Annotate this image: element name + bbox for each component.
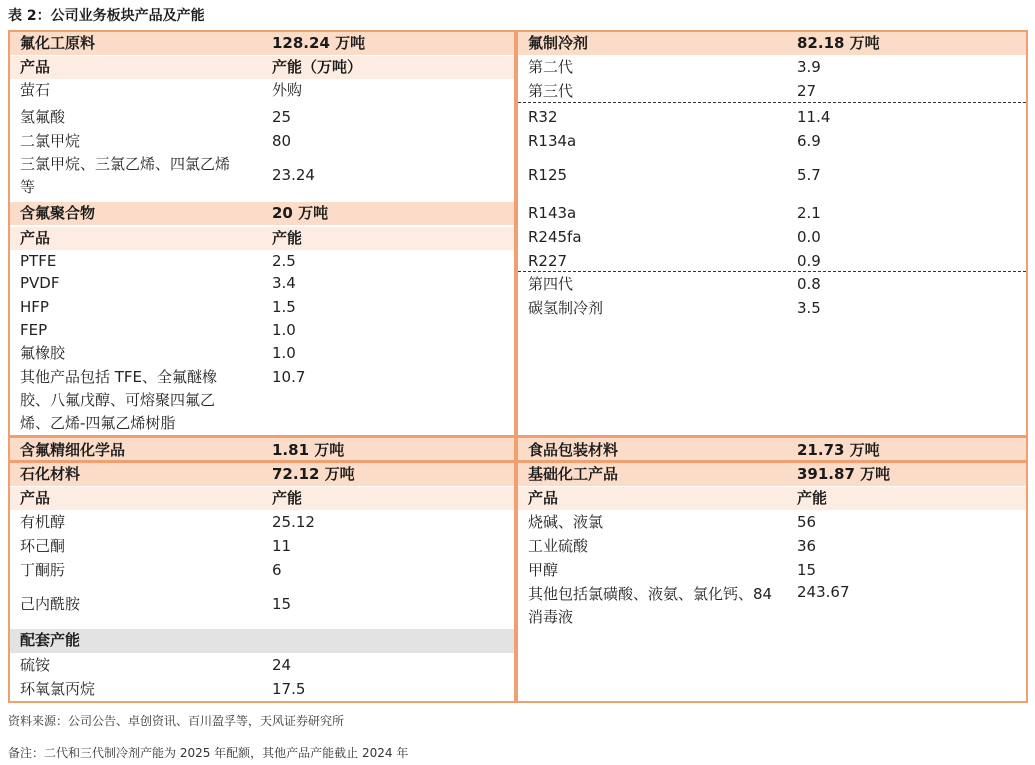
product-name: R32 [528, 108, 558, 126]
product-capacity: 3.4 [272, 274, 296, 292]
basic-chem-subheader [518, 487, 1026, 510]
product-name: R125 [528, 166, 568, 184]
polymer-subheader [10, 227, 514, 250]
section-name: 氟化工原料 [20, 34, 96, 52]
product-capacity: 11 [272, 537, 292, 555]
petro-block [8, 461, 516, 703]
product-name: R245fa [528, 228, 582, 246]
product-capacity: 1.0 [272, 321, 296, 339]
product-name: R143a [528, 204, 577, 222]
product-name: 第二代 [528, 58, 574, 76]
product-capacity: 17.5 [272, 680, 306, 698]
section-capacity: 391.87 万吨 [797, 465, 891, 483]
capacity-table [8, 30, 1028, 703]
food-pack-header [516, 436, 1028, 462]
dashed-divider [518, 271, 1026, 272]
product-name: HFP [20, 298, 49, 316]
product-capacity: 5.7 [797, 166, 821, 184]
product-name: 工业硫酸 [528, 537, 589, 555]
product-name: 三氯甲烷、三氯乙烯、四氯乙烯等 [20, 155, 231, 196]
product-capacity: 15 [797, 561, 817, 579]
product-capacity: 外购 [272, 81, 303, 99]
table-row [10, 153, 514, 199]
source-note: 资料来源：公司公告、卓创资讯、百川盈孚等，天风证券研究所 [8, 714, 345, 728]
basic-chem-header [518, 463, 1026, 486]
petro-header [10, 463, 514, 486]
product-name: 其他产品包括 TFE、全氟醚橡胶、八氟戊醇、可熔聚四氟乙烯、乙烯-四氟乙烯树脂 [20, 368, 218, 432]
table-row [10, 366, 514, 436]
product-capacity: 25 [272, 108, 292, 126]
product-name: 第四代 [528, 275, 574, 293]
section-name: 石化材料 [20, 465, 81, 483]
product-capacity: 6 [272, 561, 282, 579]
table-title: 表 2：公司业务板块产品及产能 [8, 8, 205, 24]
product-capacity: 15 [272, 595, 292, 613]
table-row [518, 583, 1026, 629]
product-name: 环己酮 [20, 537, 66, 555]
col-product: 产品 [20, 58, 51, 76]
support-capacity-header [10, 629, 514, 653]
product-capacity: 10.7 [272, 368, 306, 386]
product-capacity: 2.5 [272, 252, 296, 270]
support-label: 配套产能 [20, 631, 81, 649]
petro-subheader [10, 487, 514, 510]
product-name: 其他包括氯磺酸、液氨、氯化钙、84 消毒液 [528, 585, 773, 626]
product-name: 有机醇 [20, 513, 66, 531]
product-capacity: 2.1 [797, 204, 821, 222]
section-capacity: 20 万吨 [272, 204, 329, 222]
footnote: 备注：二代和三代制冷剂产能为 2025 年配额，其他产品产能截止 2024 年 [8, 746, 409, 760]
refrigerant-header [518, 32, 1026, 55]
col-product: 产品 [20, 489, 51, 507]
product-capacity: 11.4 [797, 108, 831, 126]
section-capacity: 21.73 万吨 [797, 441, 880, 459]
refrigerant-block [516, 30, 1028, 437]
product-name: 第三代 [528, 82, 574, 100]
product-name: PTFE [20, 252, 57, 270]
product-capacity: 23.24 [272, 166, 315, 184]
col-capacity: 产能 [272, 489, 303, 507]
left-top-block [8, 30, 516, 437]
product-capacity: 1.0 [272, 344, 296, 362]
polymer-header [10, 202, 514, 225]
fine-chem-header [8, 436, 516, 462]
section-capacity: 1.81 万吨 [272, 441, 345, 459]
section-name: 氟制冷剂 [528, 34, 589, 52]
product-capacity: 3.5 [797, 299, 821, 317]
product-name: 硫铵 [20, 656, 51, 674]
product-name: 丁酮肟 [20, 561, 66, 579]
col-product: 产品 [20, 229, 51, 247]
product-name: 甲醇 [528, 561, 559, 579]
col-capacity: 产能 [272, 229, 303, 247]
section-name: 基础化工产品 [528, 465, 619, 483]
product-name: 环氧氯丙烷 [20, 680, 96, 698]
fluoro-raw-subheader [10, 56, 514, 79]
product-capacity: 0.0 [797, 228, 821, 246]
product-capacity: 243.67 [797, 583, 850, 601]
product-name: PVDF [20, 274, 60, 292]
section-name: 含氟聚合物 [20, 204, 96, 222]
product-name: R227 [528, 252, 568, 270]
product-name: 己内酰胺 [20, 595, 81, 613]
product-name: R134a [528, 132, 577, 150]
product-name: FEP [20, 321, 48, 339]
product-name: 二氯甲烷 [20, 132, 81, 150]
product-capacity: 36 [797, 537, 817, 555]
col-capacity: 产能（万吨） [272, 58, 363, 76]
section-name: 含氟精细化学品 [20, 441, 126, 459]
product-name: 氟橡胶 [20, 344, 66, 362]
product-name: 氢氟酸 [20, 108, 66, 126]
section-capacity: 72.12 万吨 [272, 465, 355, 483]
section-capacity: 128.24 万吨 [272, 34, 366, 52]
product-capacity: 24 [272, 656, 292, 674]
product-capacity: 27 [797, 82, 817, 100]
col-capacity: 产能 [797, 489, 828, 507]
product-name: 萤石 [20, 81, 51, 99]
section-name: 食品包装材料 [528, 441, 619, 459]
basic-chem-block [516, 461, 1028, 703]
product-capacity: 6.9 [797, 132, 821, 150]
product-capacity: 0.8 [797, 275, 821, 293]
product-name: 碳氢制冷剂 [528, 299, 604, 317]
section-capacity: 82.18 万吨 [797, 34, 880, 52]
product-capacity: 1.5 [272, 298, 296, 316]
product-name: 烧碱、液氯 [528, 513, 604, 531]
product-capacity: 25.12 [272, 513, 315, 531]
product-capacity: 3.9 [797, 58, 821, 76]
product-capacity: 56 [797, 513, 817, 531]
fluoro-raw-header [10, 32, 514, 55]
dashed-divider [518, 102, 1026, 103]
product-capacity: 0.9 [797, 252, 821, 270]
col-product: 产品 [528, 489, 559, 507]
product-capacity: 80 [272, 132, 292, 150]
